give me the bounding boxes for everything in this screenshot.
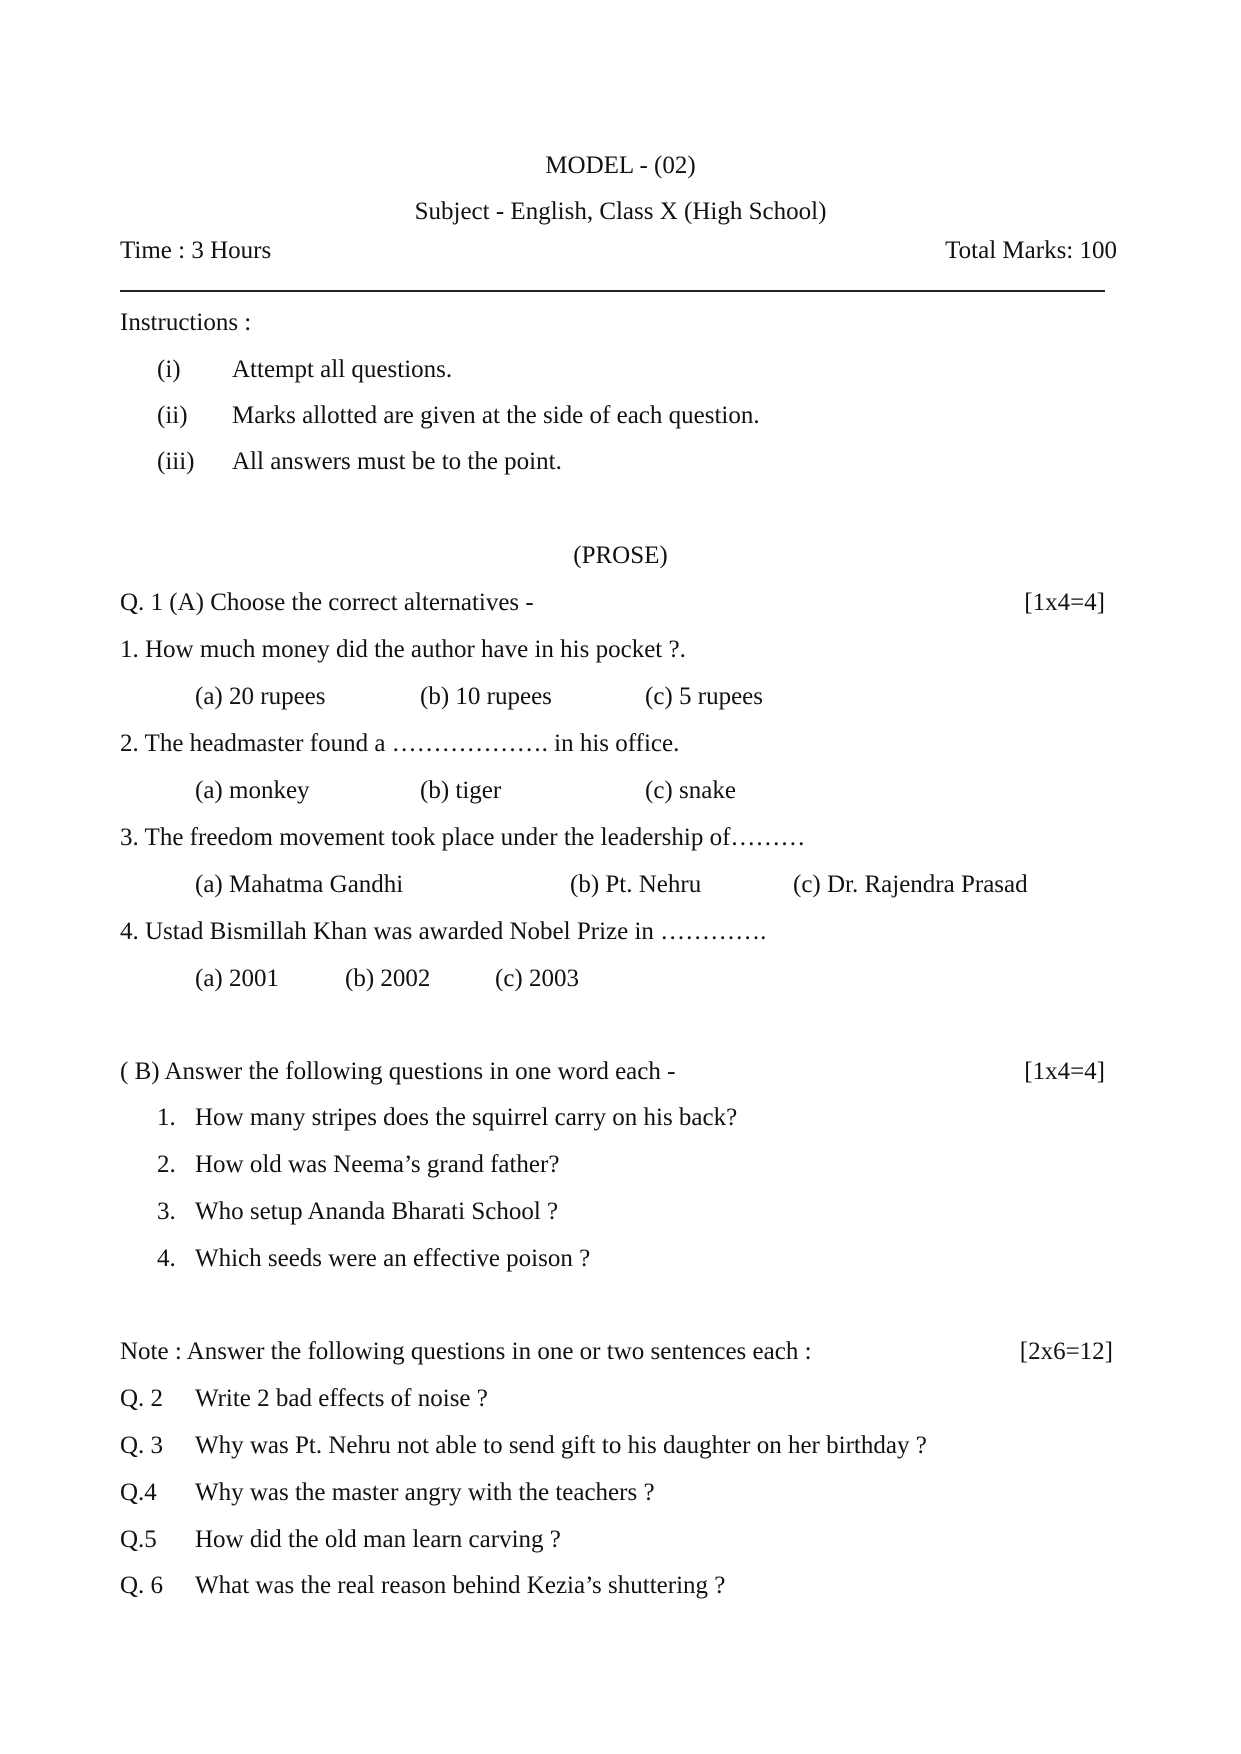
one-word-question-number: 3. — [157, 1198, 176, 1225]
short-question-number: Q.4 — [120, 1479, 157, 1506]
instruction-number: (iii) — [157, 448, 195, 475]
mcq-option: (b) Pt. Nehru — [570, 871, 702, 898]
mcq-question-text: 2. The headmaster found a ………………. in his office. — [120, 730, 680, 757]
mcq-option: (c) snake — [645, 777, 736, 804]
mcq-option: (a) monkey — [195, 777, 310, 804]
short-question-text: How did the old man learn carving ? — [195, 1526, 561, 1553]
one-word-question-number: 2. — [157, 1151, 176, 1178]
mcq-option: (b) tiger — [420, 777, 502, 804]
mcq-question-text: 3. The freedom movement took place under the leadership of……… — [120, 824, 806, 851]
short-question-text: Write 2 bad effects of noise ? — [195, 1385, 488, 1412]
one-word-question-text: How many stripes does the squirrel carry on his back? — [195, 1104, 738, 1131]
note-text: Note : Answer the following questions in one or two sentences each : — [120, 1338, 812, 1365]
note-marks: [2x6=12] — [1019, 1338, 1113, 1365]
total-marks-label: Total Marks: 100 — [945, 237, 1117, 264]
instructions-heading: Instructions : — [120, 309, 252, 336]
mcq-option: (b) 10 rupees — [420, 683, 552, 710]
one-word-question-number: 1. — [157, 1104, 176, 1131]
instruction-number: (ii) — [157, 402, 188, 429]
mcq-question-text: 4. Ustad Bismillah Khan was awarded Nobel Prize in …………. — [120, 918, 767, 945]
mcq-option: (c) Dr. Rajendra Prasad — [793, 871, 1028, 898]
model-number: MODEL - (02) — [545, 152, 696, 179]
short-question-number: Q. 6 — [120, 1572, 164, 1599]
q1a-heading: Q. 1 (A) Choose the correct alternatives - — [120, 589, 534, 616]
mcq-question-text: 1. How much money did the author have in his pocket ?. — [120, 636, 686, 663]
subject-line: Subject - English, Class X (High School) — [414, 198, 827, 225]
q1a-marks: [1x4=4] — [1024, 589, 1105, 616]
short-question-number: Q. 3 — [120, 1432, 164, 1459]
short-question-text: Why was the master angry with the teachers ? — [195, 1479, 655, 1506]
section-title: (PROSE) — [573, 542, 668, 569]
mcq-option: (c) 5 rupees — [645, 683, 763, 710]
instruction-text: All answers must be to the point. — [232, 448, 562, 475]
short-question-number: Q.5 — [120, 1526, 157, 1553]
mcq-option: (c) 2003 — [495, 965, 579, 992]
q1b-marks: [1x4=4] — [1024, 1058, 1105, 1085]
header-divider — [120, 290, 1105, 292]
short-question-text: Why was Pt. Nehru not able to send gift to his daughter on her birthday ? — [195, 1432, 927, 1459]
one-word-question-text: Which seeds were an effective poison ? — [195, 1245, 591, 1272]
instruction-text: Marks allotted are given at the side of each question. — [232, 402, 760, 429]
one-word-question-text: How old was Neema’s grand father? — [195, 1151, 560, 1178]
instruction-number: (i) — [157, 356, 181, 383]
short-question-number: Q. 2 — [120, 1385, 164, 1412]
one-word-question-text: Who setup Ananda Bharati School ? — [195, 1198, 559, 1225]
mcq-option: (a) 20 rupees — [195, 683, 326, 710]
mcq-option: (a) 2001 — [195, 965, 279, 992]
short-question-text: What was the real reason behind Kezia’s shuttering ? — [195, 1572, 726, 1599]
q1b-heading: ( B) Answer the following questions in one word each - — [120, 1058, 676, 1085]
mcq-option: (a) Mahatma Gandhi — [195, 871, 404, 898]
mcq-option: (b) 2002 — [345, 965, 431, 992]
time-label: Time : 3 Hours — [120, 237, 272, 264]
one-word-question-number: 4. — [157, 1245, 176, 1272]
instruction-text: Attempt all questions. — [232, 356, 453, 383]
